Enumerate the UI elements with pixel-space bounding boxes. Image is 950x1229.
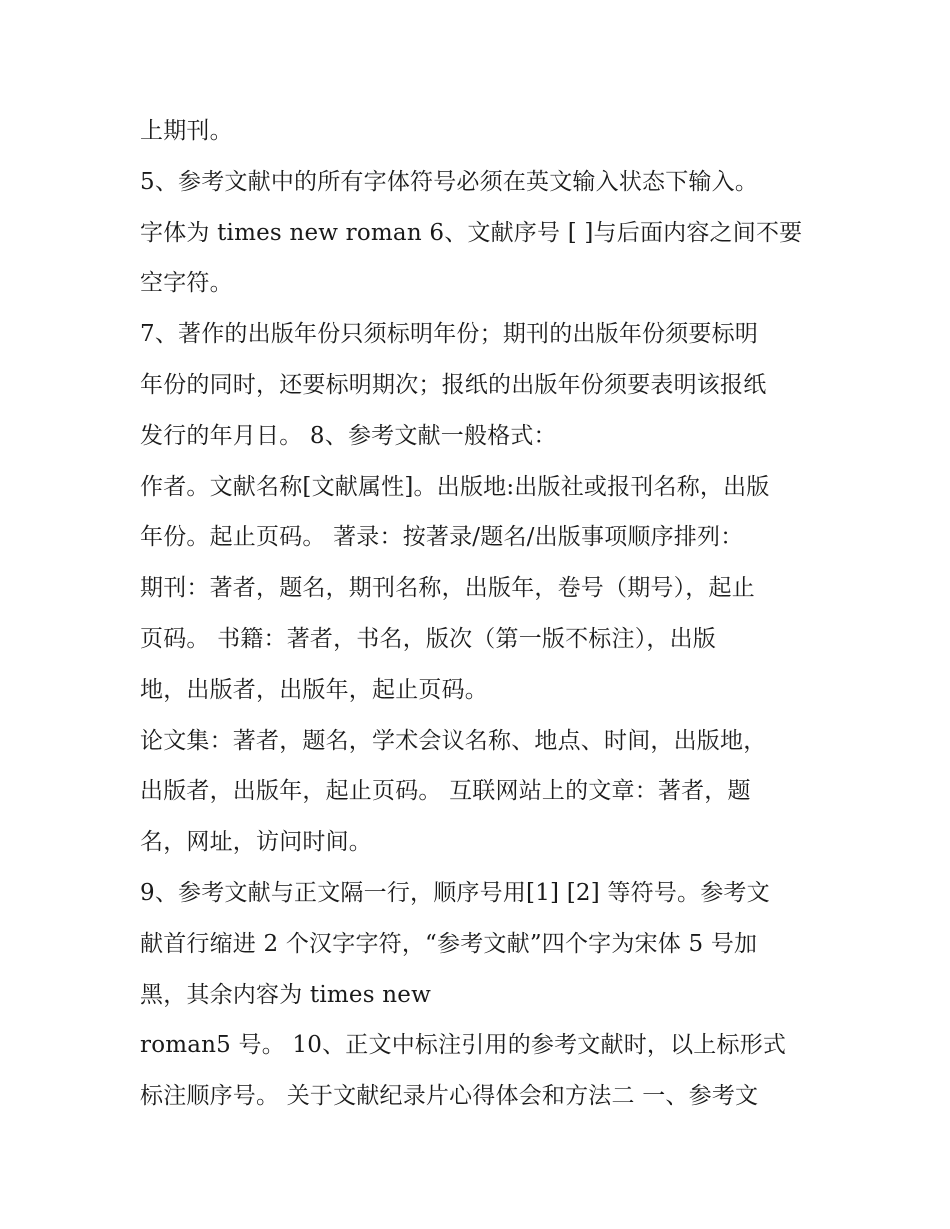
document-page bbox=[140, 106, 820, 1122]
text-line: 地，出版者，出版年，起止页码。 bbox=[140, 676, 488, 703]
text-line: 9、参考文献与正文隔一行，顺序号用[1] [2] 等符号。参考文 bbox=[140, 879, 770, 906]
text-line: roman5 号。 10、正文中标注引用的参考文献时，以上标形式 bbox=[140, 1032, 787, 1059]
text-line: 字体为 times new roman 6、文献序号 [ ]与后面内容之间不要 bbox=[140, 219, 803, 246]
text-line: 发行的年月日。 8、参考文献一般格式： bbox=[140, 422, 557, 449]
text-line: 出版者，出版年，起止页码。 互联网站上的文章：著者，题 bbox=[140, 778, 751, 805]
text-line: 期刊：著者，题名，期刊名称，出版年，卷号（期号），起止 bbox=[140, 575, 755, 602]
text-line: 空字符。 bbox=[140, 270, 233, 297]
text-line: 年份的同时，还要标明期次；报纸的出版年份须要表明该报纸 bbox=[140, 371, 767, 398]
text-line: 页码。 书籍：著者，书名，版次（第一版不标注），出版 bbox=[140, 625, 717, 652]
text-line: 黑，其余内容为 times new bbox=[140, 981, 431, 1008]
text-line: 5、参考文献中的所有字体符号必须在英文输入状态下输入。 bbox=[140, 168, 759, 195]
text-line: 标注顺序号。 关于文献纪录片心得体会和方法二 一、参考文 bbox=[140, 1083, 759, 1110]
text-line: 献首行缩进 2 个汉字字符，“参考文献”四个字为宋体 5 号加 bbox=[140, 930, 758, 957]
text-line: 名，网址，访问时间。 bbox=[140, 829, 372, 856]
text-line: 7、著作的出版年份只须标明年份；期刊的出版年份须要标明 bbox=[140, 321, 759, 348]
text-line: 年份。起止页码。 著录：按著录/题名/出版事项顺序排列： bbox=[140, 524, 744, 551]
text-line: 论文集：著者，题名，学术会议名称、地点、时间，出版地， bbox=[140, 727, 767, 754]
text-line: 作者。文献名称[文献属性]。出版地:出版社或报刊名称，出版 bbox=[140, 473, 770, 500]
text-line: 上期刊。 bbox=[140, 118, 233, 144]
